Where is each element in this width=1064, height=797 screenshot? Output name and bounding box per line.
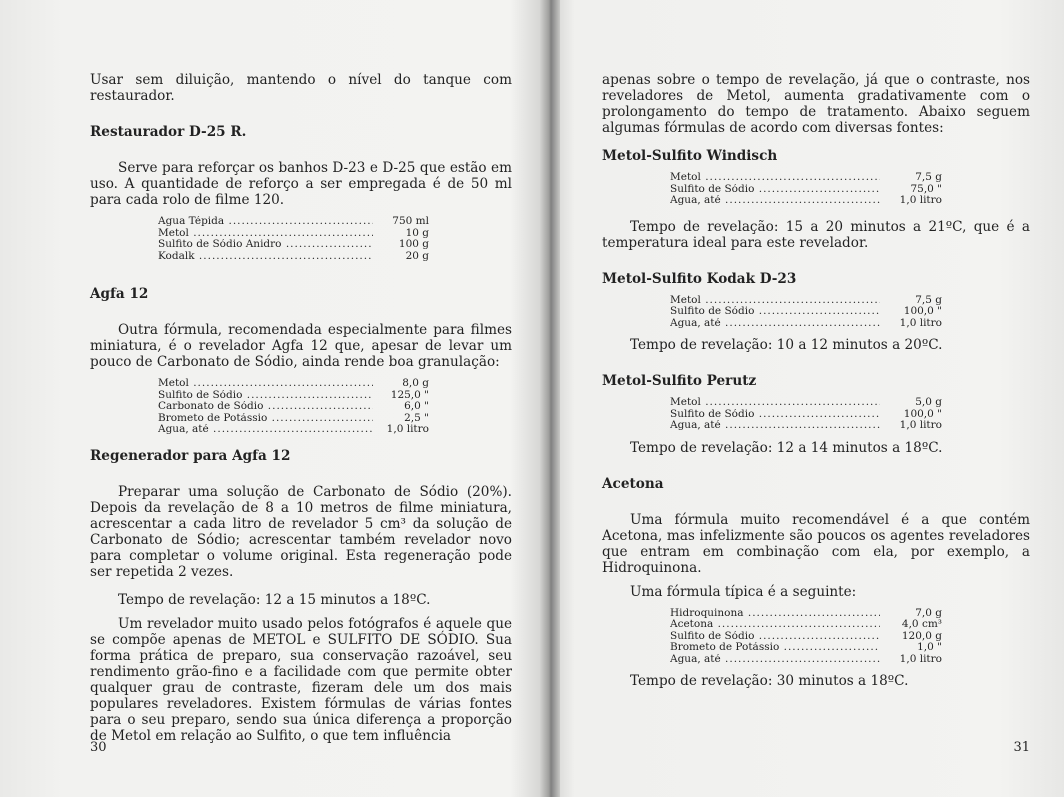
formula-row <box>158 401 512 413</box>
section-heading: Restaurador D-25 R. <box>90 124 247 140</box>
page-number: 31 <box>1013 740 1030 755</box>
formula-row <box>158 413 512 425</box>
paragraph: Usar sem diluição, mantendo o nível do tanque com restaurador. <box>90 72 512 104</box>
ingredient-amount: 7,0 g <box>915 606 942 619</box>
formula-table <box>158 378 512 436</box>
formula-row <box>670 295 1030 307</box>
section-heading: Metol-Sulfito Kodak D-23 <box>602 270 797 287</box>
formula-row <box>670 642 1030 654</box>
ingredient-name: Brometo de Potássio ..... <box>158 413 373 425</box>
section-heading: Agfa 12 <box>90 286 149 302</box>
ingredient-amount: 1,0 litro <box>899 316 942 329</box>
paragraph: Uma fórmula típica é a seguinte: <box>630 583 857 600</box>
formula-row <box>670 306 1030 318</box>
formula-row <box>670 654 1030 666</box>
formula-row <box>670 409 1030 421</box>
ingredient-amount: 75,0 " <box>910 182 942 195</box>
ingredient-amount: 1,0 litro <box>899 419 942 431</box>
formula-row <box>158 239 512 251</box>
ingredient-name: Acetona ..... <box>670 619 880 631</box>
paragraph: Tempo de revelação: 30 minutos a 18ºC. <box>630 673 909 689</box>
ingredient-amount: 100 g <box>398 238 429 250</box>
formula-row <box>670 318 1030 330</box>
ingredient-amount: 100,0 " <box>903 305 942 317</box>
formula-row <box>158 378 512 390</box>
ingredient-name: Água, até ..... <box>670 195 880 207</box>
ingredient-name: Metol ..... <box>670 172 880 184</box>
formula-row <box>670 608 1030 620</box>
formula-row <box>670 184 1030 196</box>
ingredient-name: Sulfito de Sódio Anidro ..... <box>158 239 373 251</box>
formula-row <box>670 420 1030 432</box>
ingredient-amount: 750 ml <box>392 215 429 227</box>
ingredient-amount: 10 g <box>405 226 429 239</box>
ingredient-amount: 1,0 litro <box>899 194 942 206</box>
ingredient-amount: 1,0 " <box>917 641 942 653</box>
ingredient-name: Água, até ..... <box>670 420 880 432</box>
formula-table <box>670 608 1030 666</box>
paragraph: apenas sobre o tempo de revelação, já que o contraste, nos reveladores de Metol, aumenta gradativamente com o prolongamento do tempo de tratamento. Abaixo seguem algumas fórmulas de acordo com diversas fontes: <box>602 72 1030 136</box>
right-page <box>560 0 1064 797</box>
formula-row <box>158 251 512 263</box>
ingredient-amount: 4,0 cm³ <box>901 618 942 630</box>
ingredient-name: Metol ..... <box>670 397 880 409</box>
ingredient-amount: 125,0 " <box>390 388 429 401</box>
section-heading: Metol-Sulfito Windisch <box>602 148 778 164</box>
ingredient-name: Carbonato de Sódio ..... <box>158 401 373 413</box>
paragraph: Tempo de revelação: 10 a 12 minutos a 20ºC. <box>630 337 943 353</box>
ingredient-amount: 1,0 litro <box>386 423 429 435</box>
ingredient-amount: 5,0 g <box>915 396 942 408</box>
section-heading: Regenerador para Agfa 12 <box>90 447 291 464</box>
ingredient-name: Água Tépida ..... <box>158 216 373 228</box>
section-heading: Acetona <box>602 475 664 492</box>
formula-row <box>670 172 1030 184</box>
ingredient-amount: 7,5 g <box>915 293 942 306</box>
formula-row <box>670 631 1030 643</box>
formula-table <box>670 295 1030 330</box>
paragraph: Outra fórmula, recomendada especialmente para filmes miniatura, é o revelador Agfa 12 que, apesar de levar um pouco de Carbonato de Sódio, ainda rende boa granulação: <box>90 322 512 370</box>
ingredient-name: Água, até ..... <box>670 654 880 666</box>
ingredient-name: Sulfito de Sódio ..... <box>158 390 373 402</box>
formula-row <box>670 397 1030 409</box>
ingredient-amount: 7,5 g <box>915 171 942 183</box>
paragraph: Preparar uma solução de Carbonato de Sódio (20%). Depois da revelação de 8 a 10 metros de filme miniatura, acrescentar a cada litro de revelador 5 cm³ da solução de Carbonato de Sódio; acrescentar também revelador novo para completar o volume original. Esta regeneração pode ser repetida 2 vezes. <box>90 483 512 580</box>
formula-row <box>158 228 512 240</box>
formula-row <box>158 424 512 436</box>
ingredient-name: Sulfito de Sódio ..... <box>670 409 880 421</box>
ingredient-name: Sulfito de Sódio ..... <box>670 184 880 196</box>
formula-row <box>670 619 1030 631</box>
ingredient-name: Hidroquinona ..... <box>670 608 880 620</box>
ingredient-name: Brometo de Potássio ..... <box>670 642 880 654</box>
ingredient-name: Metol ..... <box>670 295 880 307</box>
paragraph: Tempo de revelação: 15 a 20 minutos a 21ºC, que é a temperatura ideal para este revelador. <box>602 218 1030 251</box>
formula-row <box>158 390 512 402</box>
formula-table <box>670 172 1030 207</box>
book-gutter <box>540 0 560 797</box>
ingredient-amount: 100,0 " <box>903 407 942 420</box>
section-heading: Metol-Sulfito Perutz <box>602 373 757 389</box>
ingredient-amount: 20 g <box>405 249 429 262</box>
ingredient-name: Kodalk ..... <box>158 251 373 263</box>
paragraph: Uma fórmula muito recomendável é a que contém Acetona, mas infelizmente são poucos os agentes reveladores que entram em combinação com ela, por exemplo, a Hidroquinona. <box>602 511 1030 576</box>
ingredient-name: Água, até ..... <box>670 318 880 330</box>
ingredient-name: Metol ..... <box>158 378 373 390</box>
formula-table <box>670 397 1030 432</box>
ingredient-amount: 2,5 " <box>404 411 429 424</box>
paragraph: Serve para reforçar os banhos D-23 e D-25 que estão em uso. A quantidade de reforço a ser empregada é de 50 ml para cada rolo de filme 120. <box>90 160 512 208</box>
paragraph: Tempo de revelação: 12 a 15 minutos a 18ºC. <box>118 591 431 608</box>
ingredient-name: Metol ..... <box>158 228 373 240</box>
formula-table <box>158 216 512 262</box>
formula-row <box>158 216 512 228</box>
ingredient-amount: 120,0 g <box>901 629 942 642</box>
ingredient-name: Sulfito de Sódio ..... <box>670 631 880 643</box>
formula-row <box>670 195 1030 207</box>
ingredient-amount: 6,0 " <box>404 400 429 412</box>
ingredient-amount: 1,0 litro <box>899 652 942 665</box>
page-number: 30 <box>90 740 107 755</box>
paragraph: Um revelador muito usado pelos fotógrafos é aquele que se compõe apenas de METOL e SULFITO DE SÓDIO. Sua forma prática de preparo, sua conservação razoável, seu rendimento grão-fino e a facilidade com que permite obter qualquer grau de contraste, fizeram dele um dos mais populares reveladores. Existem fórmulas de várias fontes para o seu preparo, sendo sua única diferença a proporção de Metol em relação ao Sulfito, o que tem influência <box>90 615 512 744</box>
ingredient-amount: 8,0 g <box>402 377 429 389</box>
ingredient-name: Água, até ..... <box>158 424 373 436</box>
paragraph: Tempo de revelação: 12 a 14 minutos a 18ºC. <box>630 439 943 456</box>
ingredient-name: Sulfito de Sódio ..... <box>670 306 880 318</box>
